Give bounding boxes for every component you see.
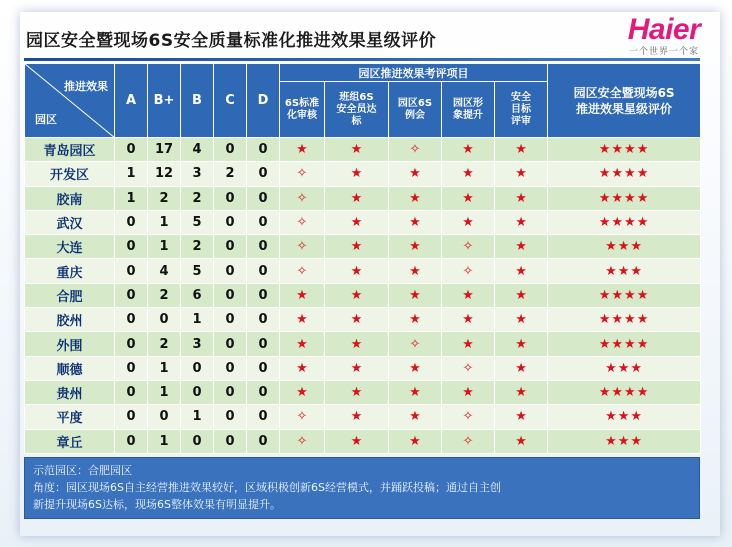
star-rating: ★★★★	[548, 308, 701, 332]
note-comment-line2: 新提升现场6S达标，现场6S整体效果有明显提升。	[33, 498, 281, 511]
star-rating: ★★★	[548, 429, 701, 453]
grade-count: 1	[115, 162, 148, 186]
region-name: 合肥	[25, 283, 115, 307]
grade-count: 0	[115, 210, 148, 234]
filled-star-icon: ★	[325, 380, 389, 404]
filled-star-icon: ★	[325, 356, 389, 380]
grade-count: 0	[214, 405, 247, 429]
filled-star-icon: ★	[325, 283, 389, 307]
header-diagonal-cell	[25, 64, 115, 138]
grade-count: 0	[214, 356, 247, 380]
filled-star-icon: ★	[442, 332, 495, 356]
filled-star-icon: ★	[325, 138, 389, 162]
header-grade-b: B	[181, 64, 214, 138]
region-name: 平度	[25, 405, 115, 429]
outline-star-icon: ✧	[280, 429, 325, 453]
grade-count: 0	[115, 405, 148, 429]
grade-count: 0	[181, 429, 214, 453]
filled-star-icon: ★	[325, 235, 389, 259]
grade-count: 0	[214, 138, 247, 162]
star-rating: ★★★	[548, 259, 701, 283]
header-item-safety-target	[495, 82, 548, 138]
grade-count: 0	[214, 259, 247, 283]
grade-count: 0	[148, 405, 181, 429]
filled-star-icon: ★	[389, 235, 442, 259]
grade-count: 5	[181, 210, 214, 234]
grade-count: 2	[148, 186, 181, 210]
filled-star-icon: ★	[495, 405, 548, 429]
outline-star-icon: ✧	[389, 332, 442, 356]
header-grade-bplus: B+	[148, 64, 181, 138]
table-row	[25, 332, 701, 356]
filled-star-icon: ★	[325, 429, 389, 453]
logo-wordmark: Haier	[627, 13, 701, 46]
filled-star-icon: ★	[389, 429, 442, 453]
grade-count: 0	[115, 283, 148, 307]
grade-count: 0	[115, 356, 148, 380]
grade-count: 0	[214, 429, 247, 453]
grade-count: 0	[115, 308, 148, 332]
grade-count: 0	[214, 308, 247, 332]
filled-star-icon: ★	[495, 210, 548, 234]
grade-count: 5	[181, 259, 214, 283]
header-rating-line2: 推进效果星级评价	[576, 101, 673, 116]
region-name: 胶南	[25, 186, 115, 210]
rating-table	[24, 63, 701, 454]
title-underline	[24, 58, 700, 61]
table-row	[25, 380, 701, 404]
haier-logo	[614, 14, 714, 57]
star-rating: ★★★★	[548, 210, 701, 234]
table-row	[25, 210, 701, 234]
grade-count: 0	[247, 356, 280, 380]
grade-count: 0	[181, 380, 214, 404]
table-row	[25, 405, 701, 429]
outline-star-icon: ✧	[442, 235, 495, 259]
grade-count: 1	[148, 380, 181, 404]
grade-count: 4	[181, 138, 214, 162]
grade-count: 17	[148, 138, 181, 162]
header-item-team-safety	[325, 82, 389, 138]
grade-count: 2	[148, 283, 181, 307]
grade-count: 0	[247, 283, 280, 307]
header-rating-line1: 园区安全暨现场6S	[573, 85, 675, 100]
filled-star-icon: ★	[325, 405, 389, 429]
grade-count: 0	[214, 380, 247, 404]
filled-star-icon: ★	[325, 186, 389, 210]
grade-count: 1	[148, 356, 181, 380]
grade-count: 0	[115, 429, 148, 453]
grade-count: 0	[247, 308, 280, 332]
header-grade-a: A	[115, 64, 148, 138]
header-star-rating	[548, 64, 701, 138]
star-rating: ★★★★	[548, 332, 701, 356]
header-text: 标	[351, 115, 362, 127]
filled-star-icon: ★	[442, 210, 495, 234]
table-row	[25, 429, 701, 453]
outline-star-icon: ✧	[442, 429, 495, 453]
grade-count: 4	[148, 259, 181, 283]
region-name: 开发区	[25, 162, 115, 186]
table-row	[25, 283, 701, 307]
grade-count: 0	[247, 162, 280, 186]
header-item-6s-audit	[280, 82, 325, 138]
outline-star-icon: ✧	[280, 210, 325, 234]
outline-star-icon: ✧	[389, 138, 442, 162]
grade-count: 6	[181, 283, 214, 307]
outline-star-icon: ✧	[280, 235, 325, 259]
filled-star-icon: ★	[495, 332, 548, 356]
outline-star-icon: ✧	[442, 405, 495, 429]
filled-star-icon: ★	[389, 186, 442, 210]
grade-count: 2	[148, 332, 181, 356]
filled-star-icon: ★	[495, 308, 548, 332]
star-rating: ★★★	[548, 405, 701, 429]
table-row	[25, 138, 701, 162]
region-name: 武汉	[25, 210, 115, 234]
grade-count: 0	[115, 380, 148, 404]
grade-count: 0	[247, 259, 280, 283]
header-text: 化审核	[287, 109, 317, 121]
grade-count: 0	[247, 380, 280, 404]
star-rating: ★★★	[548, 356, 701, 380]
grade-count: 1	[148, 429, 181, 453]
grade-count: 2	[214, 162, 247, 186]
filled-star-icon: ★	[389, 162, 442, 186]
header-grade-c: C	[214, 64, 247, 138]
region-name: 章丘	[25, 429, 115, 453]
grade-count: 0	[214, 186, 247, 210]
grade-count: 2	[181, 186, 214, 210]
filled-star-icon: ★	[442, 186, 495, 210]
filled-star-icon: ★	[442, 308, 495, 332]
filled-star-icon: ★	[280, 356, 325, 380]
grade-count: 0	[115, 138, 148, 162]
logo-slogan: 一个世界一个家	[628, 47, 699, 57]
outline-star-icon: ✧	[280, 405, 325, 429]
grade-count: 3	[181, 332, 214, 356]
star-rating: ★★★★	[548, 380, 701, 404]
grade-count: 0	[115, 235, 148, 259]
region-name: 青岛园区	[25, 138, 115, 162]
grade-count: 0	[214, 210, 247, 234]
table-row	[25, 186, 701, 210]
region-name: 重庆	[25, 259, 115, 283]
filled-star-icon: ★	[495, 162, 548, 186]
filled-star-icon: ★	[495, 186, 548, 210]
filled-star-icon: ★	[280, 308, 325, 332]
filled-star-icon: ★	[325, 308, 389, 332]
table-row	[25, 235, 701, 259]
header-text: 例会	[405, 109, 425, 121]
summary-note	[24, 457, 700, 519]
outline-star-icon: ✧	[280, 186, 325, 210]
outline-star-icon: ✧	[442, 259, 495, 283]
region-name: 胶州	[25, 308, 115, 332]
header-text: 象提升	[453, 109, 483, 121]
region-name: 大连	[25, 235, 115, 259]
filled-star-icon: ★	[280, 138, 325, 162]
grade-count: 1	[181, 308, 214, 332]
filled-star-icon: ★	[389, 308, 442, 332]
grade-count: 0	[247, 429, 280, 453]
grade-count: 3	[181, 162, 214, 186]
filled-star-icon: ★	[280, 332, 325, 356]
filled-star-icon: ★	[389, 380, 442, 404]
filled-star-icon: ★	[280, 380, 325, 404]
grade-count: 0	[247, 235, 280, 259]
header-region-label: 园区	[35, 113, 57, 126]
filled-star-icon: ★	[495, 235, 548, 259]
grade-count: 2	[181, 235, 214, 259]
grade-count: 0	[115, 332, 148, 356]
note-comment-line1: 角度：园区现场6S自主经营推进效果较好，区域积极创新6S经营模式，并踊跃投稿；通过自主创	[33, 481, 501, 494]
header-group-items: 园区推进效果考评项目	[280, 64, 548, 82]
table-row	[25, 308, 701, 332]
header-text: 班组6S	[339, 91, 374, 103]
header-item-image	[442, 82, 495, 138]
grade-count: 1	[181, 405, 214, 429]
grade-count: 0	[214, 332, 247, 356]
filled-star-icon: ★	[389, 405, 442, 429]
grade-count: 0	[214, 235, 247, 259]
grade-count: 0	[214, 283, 247, 307]
table-row	[25, 356, 701, 380]
header-text: 评审	[511, 115, 532, 127]
page-title: 园区安全暨现场6S安全质量标准化推进效果星级评价	[26, 31, 437, 51]
filled-star-icon: ★	[495, 138, 548, 162]
header-text: 园区6S	[397, 97, 433, 109]
header-grade-d: D	[247, 64, 280, 138]
filled-star-icon: ★	[325, 162, 389, 186]
filled-star-icon: ★	[495, 283, 548, 307]
header-text: 园区形	[453, 97, 483, 109]
grade-count: 0	[247, 332, 280, 356]
grade-count: 1	[148, 235, 181, 259]
star-rating: ★★★★	[548, 186, 701, 210]
grade-count: 0	[148, 308, 181, 332]
star-rating: ★★★	[548, 235, 701, 259]
outline-star-icon: ✧	[280, 162, 325, 186]
header-text: 6S标准	[284, 97, 320, 109]
header-item-6s-meeting	[389, 82, 442, 138]
filled-star-icon: ★	[495, 356, 548, 380]
grade-count: 0	[181, 356, 214, 380]
region-name: 贵州	[25, 380, 115, 404]
filled-star-icon: ★	[389, 259, 442, 283]
filled-star-icon: ★	[442, 380, 495, 404]
grade-count: 0	[247, 186, 280, 210]
grade-count: 1	[115, 186, 148, 210]
filled-star-icon: ★	[495, 259, 548, 283]
region-name: 顺德	[25, 356, 115, 380]
filled-star-icon: ★	[495, 380, 548, 404]
grade-count: 1	[148, 210, 181, 234]
header-effect-label: 推进效果	[64, 80, 108, 93]
star-rating: ★★★★	[548, 283, 701, 307]
grade-count: 0	[247, 138, 280, 162]
star-rating: ★★★★	[548, 138, 701, 162]
star-rating: ★★★★	[548, 162, 701, 186]
grade-count: 12	[148, 162, 181, 186]
filled-star-icon: ★	[442, 283, 495, 307]
grade-count: 0	[247, 210, 280, 234]
header-text: 安全员达	[336, 103, 377, 115]
filled-star-icon: ★	[325, 332, 389, 356]
filled-star-icon: ★	[389, 283, 442, 307]
header-text: 目标	[511, 103, 532, 115]
note-demo-park: 示范园区：合肥园区	[33, 464, 132, 477]
filled-star-icon: ★	[442, 162, 495, 186]
outline-star-icon: ✧	[280, 259, 325, 283]
table-body	[25, 138, 701, 454]
filled-star-icon: ★	[280, 283, 325, 307]
filled-star-icon: ★	[325, 259, 389, 283]
filled-star-icon: ★	[442, 138, 495, 162]
outline-star-icon: ✧	[442, 356, 495, 380]
grade-count: 0	[115, 259, 148, 283]
filled-star-icon: ★	[495, 429, 548, 453]
filled-star-icon: ★	[325, 210, 389, 234]
filled-star-icon: ★	[389, 210, 442, 234]
header-text: 安全	[511, 91, 532, 103]
grade-count: 0	[247, 405, 280, 429]
filled-star-icon: ★	[389, 356, 442, 380]
table-row	[25, 259, 701, 283]
table-row	[25, 162, 701, 186]
region-name: 外围	[25, 332, 115, 356]
